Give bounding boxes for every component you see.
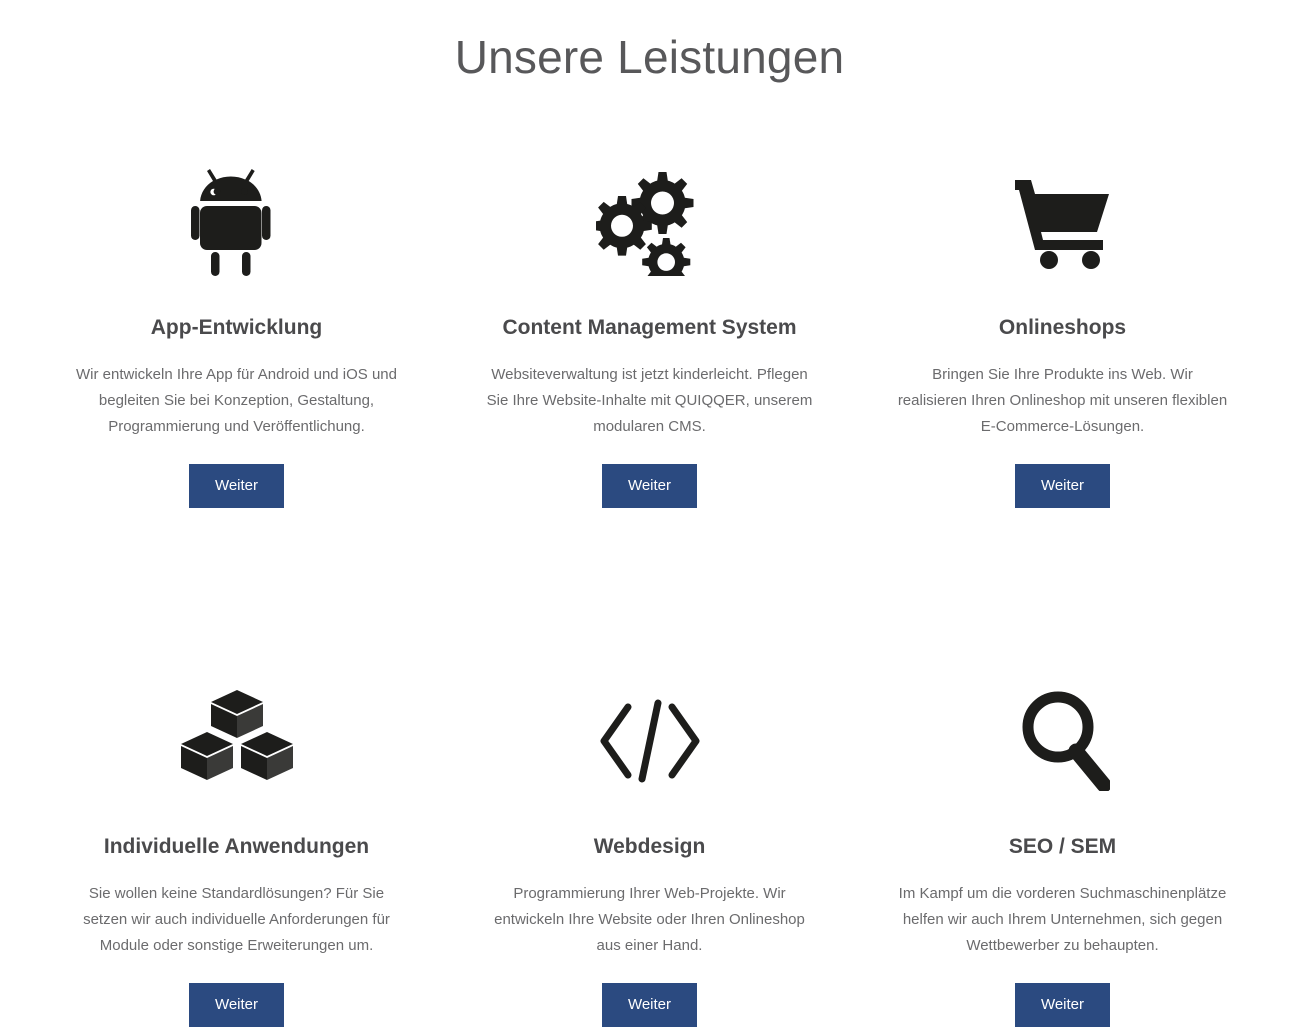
service-card-onlineshops[interactable] (856, 137, 1269, 508)
service-description: Wir entwickeln Ihre App für Android und iOS und begleiten Sie bei Konzeption, Gestaltung, Programmierung und Veröffentlichung. (75, 365, 397, 435)
weiter-button[interactable]: Weiter (1015, 983, 1110, 1027)
weiter-button[interactable]: Weiter (602, 464, 697, 508)
service-card-app-entwicklung[interactable] (30, 137, 443, 508)
service-action (483, 983, 816, 1027)
service-card-individuelle-anwendungen[interactable] (30, 562, 443, 1027)
service-description: Bringen Sie Ihre Produkte ins Web. Wir realisieren Ihren Onlineshop mit unseren flexiblen E-Commerce-Lösungen. (897, 365, 1228, 435)
android-robot-icon (70, 147, 403, 297)
service-title: Webdesign (593, 834, 706, 858)
service-title: SEO / SEM (1008, 834, 1117, 858)
service-card-webdesign[interactable] (443, 562, 856, 1027)
services-grid-row-2 (0, 562, 1299, 1027)
service-description: Programmierung Ihrer Web-Projekte. Wir entwickeln Ihre Website oder Ihren Onlineshop aus einer Hand. (494, 884, 805, 954)
service-description: Im Kampf um die vorderen Suchmaschinenplätze helfen wir auch Ihrem Unternehmen, sich gegen Wettbewerber zu behaupten. (898, 884, 1227, 954)
services-grid-row-1 (0, 137, 1299, 508)
service-title: App-Entwicklung (150, 315, 323, 339)
service-action (70, 983, 403, 1027)
shopping-cart-icon (896, 147, 1229, 297)
page-title: Unsere Leistungen (454, 31, 845, 83)
service-action (70, 464, 403, 508)
service-action (483, 464, 816, 508)
service-title: Individuelle Anwendungen (103, 834, 370, 858)
weiter-button[interactable]: Weiter (602, 983, 697, 1027)
service-title: Content Management System (502, 315, 797, 339)
service-card-content-management-system[interactable] (443, 137, 856, 508)
weiter-button[interactable]: Weiter (1015, 464, 1110, 508)
cubes-icon (70, 666, 403, 816)
weiter-button[interactable]: Weiter (189, 464, 284, 508)
services-page (0, 32, 1299, 1027)
service-action (896, 983, 1229, 1027)
code-brackets-icon (483, 666, 816, 816)
service-card-seo-sem[interactable] (856, 562, 1269, 1027)
gears-icon (483, 147, 816, 297)
weiter-button[interactable]: Weiter (189, 983, 284, 1027)
service-description: Websiteverwaltung ist jetzt kinderleicht. Pflegen Sie Ihre Website-Inhalte mit QUIQQER, unserem modularen CMS. (486, 365, 813, 435)
service-action (896, 464, 1229, 508)
service-description: Sie wollen keine Standardlösungen? Für Sie setzen wir auch individuelle Anforderungen für Module oder sonstige Erweiterungen um. (83, 884, 390, 954)
service-title: Onlineshops (998, 315, 1127, 339)
magnifier-icon (896, 666, 1229, 816)
